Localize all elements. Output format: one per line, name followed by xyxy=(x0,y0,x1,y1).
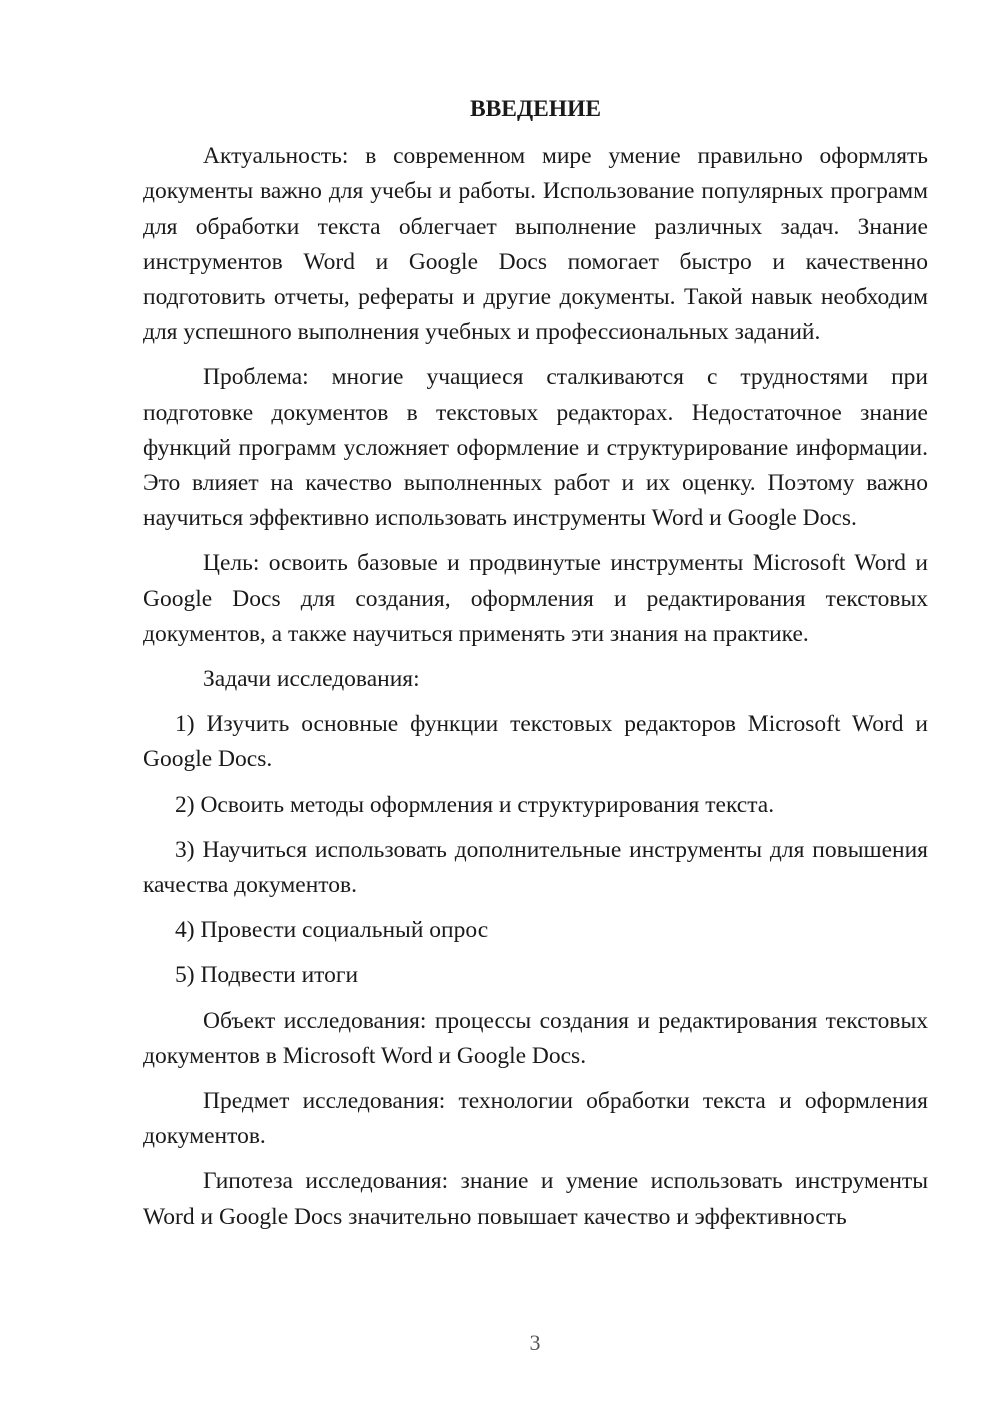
page-title: ВВЕДЕНИЕ xyxy=(469,96,602,122)
object-paragraph: Объект исследования: процессы создания и редактирования текстовых документов в Microsoft Word и Google Docs. xyxy=(143,1007,928,1069)
subject-paragraph: Предмет исследования: технологии обработки текста и оформления документов. xyxy=(143,1088,928,1150)
task-item-4: 4) Провести социальный опрос xyxy=(175,917,489,944)
task-item-1: 1) Изучить основные функции текстовых редакторов Microsoft Word и Google Docs. xyxy=(143,711,928,773)
relevance-paragraph: Актуальность: в современном мире умение правильно оформлять документы важно для учебы и работы. Использование популярных программ для обработки текста облегчает выполнение различных задач. Знание инструментов Word и Google Docs помогает быстро и качественно подготовить отчеты, рефераты и другие документы. Такой навык необходим для успешного выполнения учебных и профессиональных заданий. xyxy=(143,143,928,346)
task-item-5: 5) Подвести итоги xyxy=(175,962,359,989)
task-item-2: 2) Освоить методы оформления и структурирования текста. xyxy=(175,791,775,818)
hypothesis-paragraph: Гипотеза исследования: знание и умение использовать инструменты Word и Google Docs значительно повышает качество и эффективность xyxy=(143,1168,928,1230)
goal-paragraph: Цель: освоить базовые и продвинутые инструменты Microsoft Word и Google Docs для создания, оформления и редактирования текстовых документов, а также научиться применять эти знания на практике. xyxy=(143,550,928,647)
document-body xyxy=(143,92,928,1245)
task-item-3: 3) Научиться использовать дополнительные инструменты для повышения качества документов. xyxy=(143,836,928,899)
page-number: 3 xyxy=(529,1330,541,1355)
tasks-label: Задачи исследования: xyxy=(203,666,420,693)
problem-paragraph: Проблема: многие учащиеся сталкиваются с трудностями при подготовке документов в текстовых редакторах. Недостаточное знание функций программ усложняет оформление и структурирование информации. Это влияет на качество выполненных работ и их оценку. Поэтому важно научиться эффективно использовать инструменты Word и Google Docs. xyxy=(143,364,928,532)
